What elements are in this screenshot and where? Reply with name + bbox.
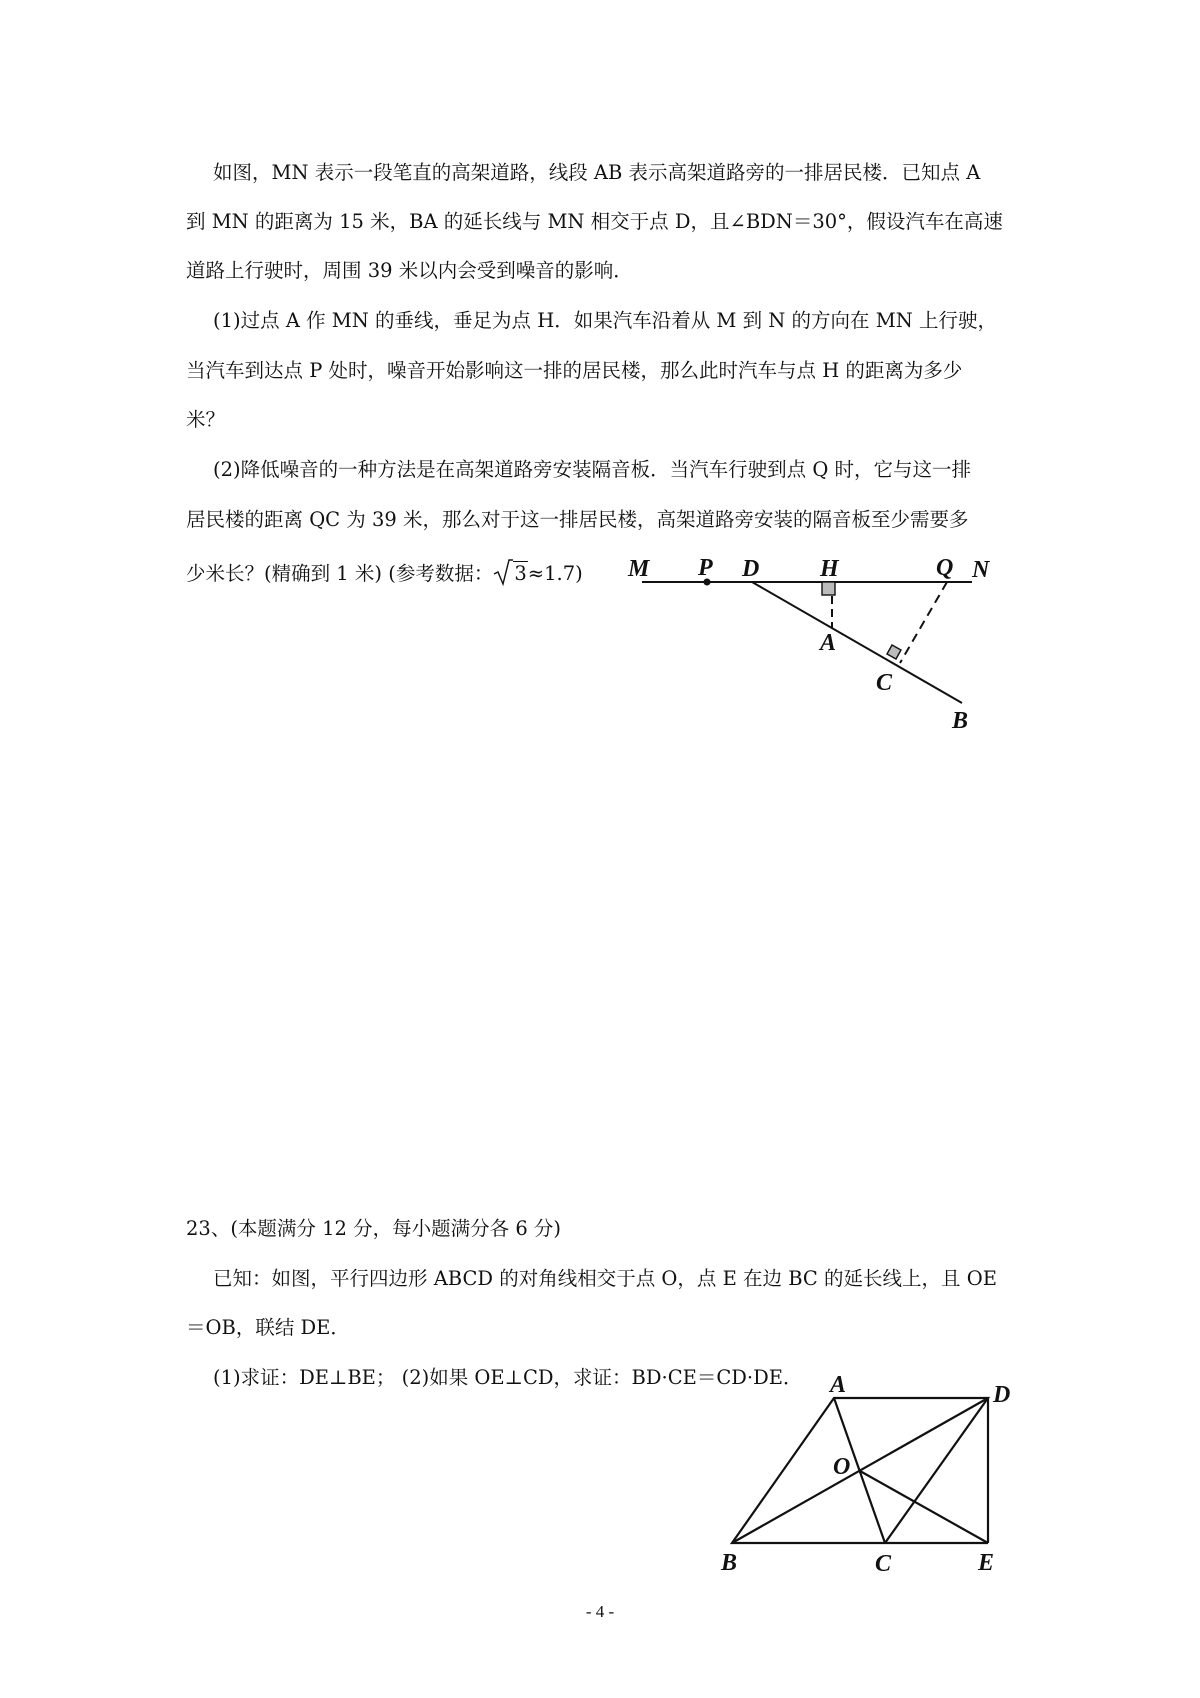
p22-part2-last-prefix: 少米长？(精确到 1 米) (参考数据： <box>186 562 494 585</box>
label-d: D <box>742 556 760 582</box>
segment-oe <box>860 1471 988 1543</box>
label-a: A <box>820 630 837 656</box>
page-number: - 4 - <box>585 1602 615 1621</box>
p22-part1-line-3: 米？ <box>186 408 226 431</box>
p23-header: 23、(本题满分 12 分，每小题满分各 6 分) <box>186 1217 562 1240</box>
p22-stem-line-2: 到 MN 的距离为 15 米，BA 的延长线与 MN 相交于点 D，且∠BDN＝30°，假设汽车在高速 <box>186 210 1003 233</box>
p22-stem-line-1: 如图，MN 表示一段笔直的高架道路，线段 AB 表示高架道路旁的一排居民楼．已知点 A <box>213 161 981 184</box>
label-p: P <box>698 555 713 581</box>
p23-stem-line-1: 已知：如图，平行四边形 ABCD 的对角线相交于点 O，点 E 在边 BC 的延长线上，且 OE <box>213 1267 997 1290</box>
p22-part2-line-1: (2)降低噪音的一种方法是在高架道路旁安装隔音板．当汽车行驶到点 Q 时，它与这一排 <box>213 458 972 481</box>
label-c: C <box>876 670 893 696</box>
label-n: N <box>972 557 990 583</box>
label-m: M <box>628 556 650 582</box>
label-h: H <box>820 556 839 582</box>
label-b: B <box>721 1550 738 1576</box>
p23-stem-line-2: ＝OB，联结 DE． <box>186 1316 350 1339</box>
p22-stem-line-3: 道路上行驶时，周围 39 米以内会受到噪音的影响． <box>186 259 633 282</box>
p22-part1-line-2: 当汽车到达点 P 处时，噪音开始影响这一排的居民楼，那么此时汽车与点 H 的距离为多少 <box>186 359 963 382</box>
p22-part2-line-2: 居民楼的距离 QC 为 39 米，那么对于这一排居民楼，高架道路旁安装的隔音板至少需要多 <box>186 508 969 531</box>
label-q: Q <box>936 555 954 581</box>
p22-part1-line-1: (1)过点 A 作 MN 的垂线，垂足为点 H．如果汽车沿着从 M 到 N 的方向在 MN 上行驶， <box>213 309 997 332</box>
label-b: B <box>952 708 969 734</box>
label-o: O <box>833 1454 851 1480</box>
label-c: C <box>875 1551 892 1577</box>
label-a: A <box>830 1372 847 1398</box>
p22-part2-last-suffix: ≈1.7) <box>527 562 583 585</box>
p23-parts: (1)求证：DE⊥BE； (2)如果 OE⊥CD，求证：BD·CE＝CD·DE． <box>213 1366 803 1389</box>
label-e: E <box>978 1550 995 1576</box>
sqrt-radicand: 3 <box>514 562 527 585</box>
label-d: D <box>993 1382 1011 1408</box>
